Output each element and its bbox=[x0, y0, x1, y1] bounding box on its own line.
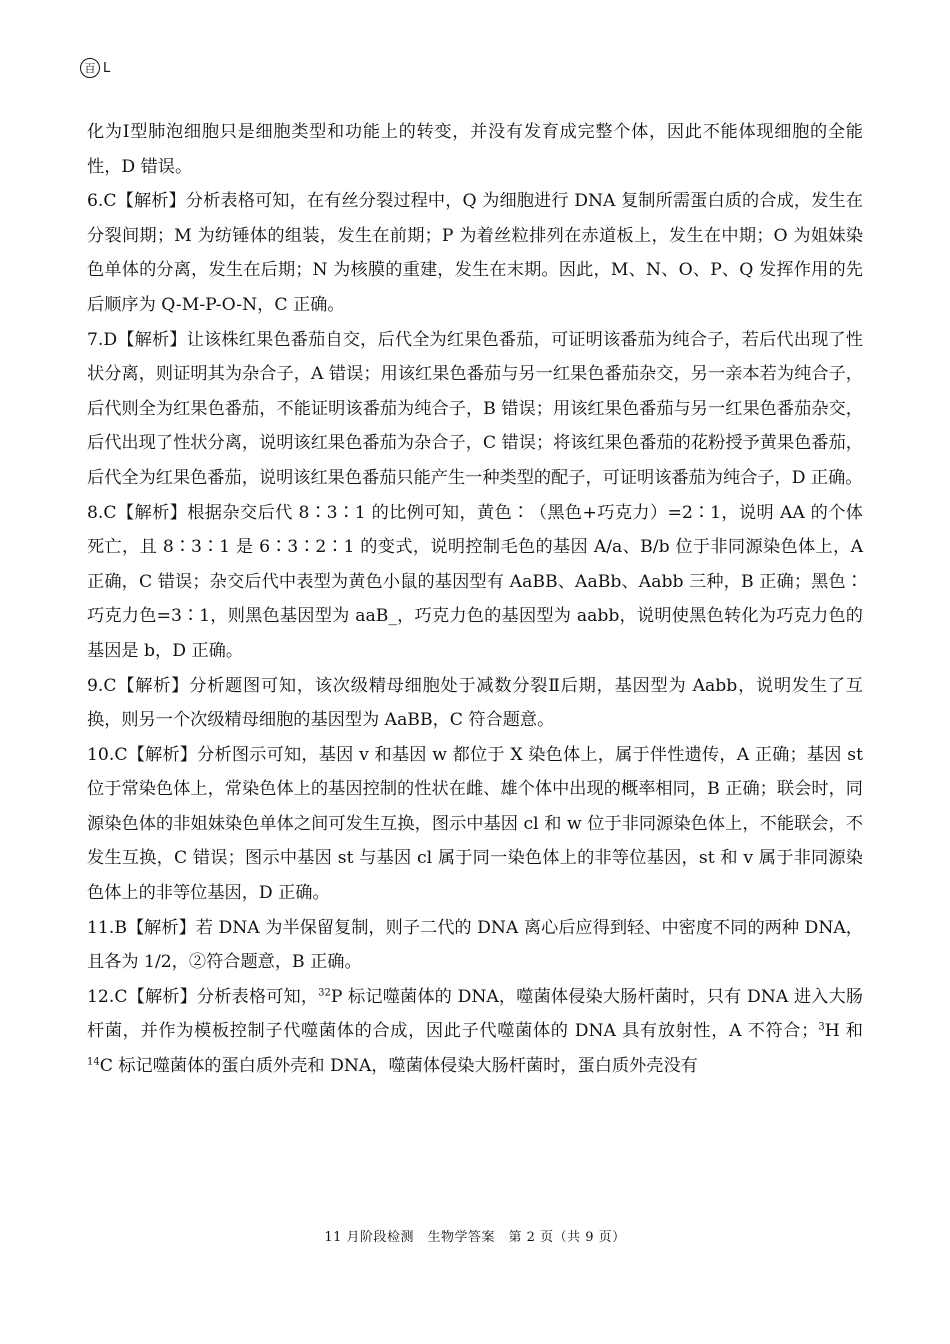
logo-letter: L bbox=[103, 60, 111, 76]
answer-12-part-c: H 和 bbox=[824, 1021, 863, 1042]
publisher-logo bbox=[80, 58, 110, 78]
answer-10: 10.C【解析】分析图示可知，基因 v 和基因 w 都位于 X 染色体上，属于伴性遗传，A 正确；基因 st 位于常染色体上，常染色体上的基因控制的性状在雌、雄个体中出现的概率相同，B 正确；联会时，同源染色体的非姐妹染色单体之间可发生互换，图示中基因 cl 和 w 位于非同源染色体上，不能联会，不发生互换，C 错误；图示中基因 st 与基因 cl 属于同一染色体上的非等位基因，st 和 v 属于非同源染色体上的非等位基因，D 正确。 bbox=[87, 744, 863, 904]
answer-9: 9.C【解析】分析题图可知，该次级精母细胞处于减数分裂Ⅱ后期，基因型为 Aabb，说明发生了互换，则另一个次级精母细胞的基因型为 AaBB，C 符合题意。 bbox=[87, 675, 863, 731]
answer-6: 6.C【解析】分析表格可知，在有丝分裂过程中，Q 为细胞进行 DNA 复制所需蛋白质的合成，发生在分裂间期；M 为纺锤体的组装，发生在前期；P 为着丝粒排列在赤道板上，发生在中期；O 为姐妹染色单体的分离，发生在后期；N 为核膜的重建，发生在末期。因此，M、N、O、P、Q 发挥作用的先后顺序为 Q-M-P-O-N，C 正确。 bbox=[87, 191, 863, 315]
answer-11: 11.B【解析】若 DNA 为半保留复制，则子二代的 DNA 离心后应得到轻、中密度不同的两种 DNA，且各为 1/2，②符合题意，B 正确。 bbox=[87, 917, 863, 973]
answer-7: 7.D【解析】让该株红果色番茄自交，后代全为红果色番茄，可证明该番茄为纯合子，若后代出现了性状分离，则证明其为杂合子，A 错误；用该红果色番茄与另一红果色番茄杂交，另一亲本若为纯合子，后代则全为红果色番茄，不能证明该番茄为纯合子，B 错误；用该红果色番茄与另一红果色番茄杂交，后代出现了性状分离，说明该红果色番茄为杂合子，C 错误；将该红果色番茄的花粉授予黄果色番茄，后代全为红果色番茄，说明该红果色番茄只能产生一种类型的配子，可证明该番茄为纯合子，D 正确。 bbox=[87, 329, 863, 488]
answer-12-part-b: P 标记噬菌体的 DNA，噬菌体侵染大肠杆菌时，只有 DNA 进入大肠杆菌，并作为模板控制子代噬菌体的合成，因此子代噬菌体的 DNA 具有放射性，A 不符合； bbox=[87, 986, 863, 1042]
answer-5-continued: 化为Ⅰ型肺泡细胞只是细胞类型和功能上的转变，并没有发育成完整个体，因此不能体现细胞的全能性，D 错误。 bbox=[87, 122, 863, 177]
answer-8: 8.C【解析】根据杂交后代 8∶3∶1 的比例可知，黄色∶（黑色+巧克力）=2∶1，说明 AA 的个体死亡，且 8∶3∶1 是 6∶3∶2∶1 的变式，说明控制毛色的基因 A/a、B/b 位于非同源染色体上，A 正确，C 错误；杂交后代中表型为黄色小鼠的基因型有 AaBB、AaBb、Aabb 三种，B 正确；黑色∶巧克力色=3∶1，则黑色基因型为 aaB_，巧克力色的基因型为 aabb，说明使黑色转化为巧克力色的基因是 b，D 正确。 bbox=[87, 502, 863, 661]
answer-12 bbox=[87, 980, 863, 1084]
answer-12-part-a: 12.C【解析】分析表格可知， bbox=[87, 986, 319, 1007]
logo-circle-icon: 百 bbox=[80, 58, 100, 78]
answer-12-part-d: C 标记噬菌体的蛋白质外壳和 DNA，噬菌体侵染大肠杆菌时，蛋白质外壳没有 bbox=[99, 1056, 698, 1077]
isotope-32-superscript: 32 bbox=[318, 987, 331, 999]
isotope-14-superscript: 14 bbox=[87, 1056, 100, 1068]
isotope-3-superscript: 3 bbox=[818, 1021, 825, 1033]
page-footer: 11 月阶段检测 生物学答案 第 2 页（共 9 页） bbox=[324, 1230, 626, 1245]
answer-content bbox=[87, 115, 863, 1084]
